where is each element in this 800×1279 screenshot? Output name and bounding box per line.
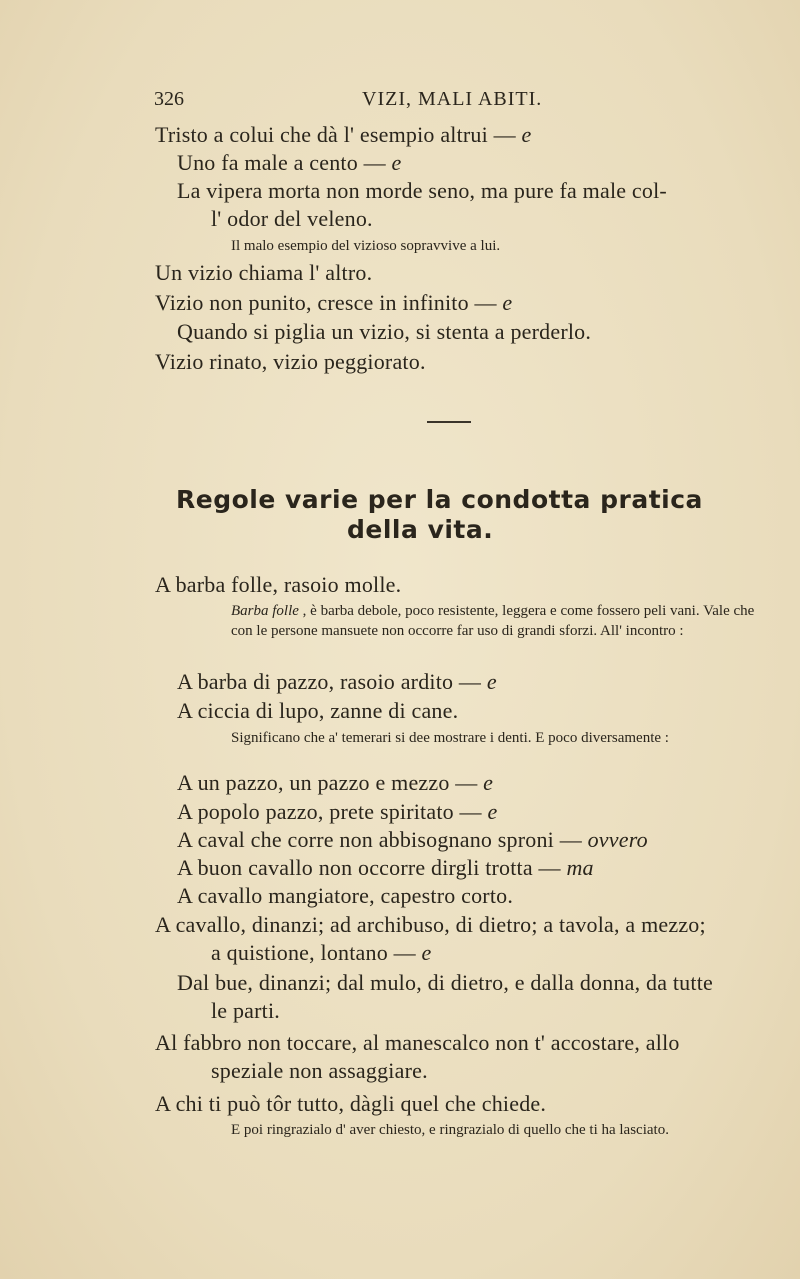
proverb-line-continued: a quistione, lontano — e (211, 940, 432, 965)
proverb-line: Vizio rinato, vizio peggiorato. (155, 349, 426, 374)
section-divider (427, 421, 471, 423)
commentary-note: Il malo esempio del vizioso sopravvive a lui. (231, 238, 501, 254)
proverb-line: Quando si piglia un vizio, si stenta a perderlo. (177, 319, 592, 344)
proverb-line: A un pazzo, un pazzo e mezzo — e (177, 770, 494, 795)
section-heading: Regole varie per la condotta pratica (176, 485, 703, 514)
proverb-line: A popolo pazzo, prete spiritato — e (177, 799, 498, 824)
proverb-line: Uno fa male a cento — e (177, 150, 402, 175)
proverb-line-continued: l' odor del veleno. (211, 206, 373, 231)
commentary-note: Significano che a' temerari si dee mostrare i denti. E poco diversamente : (231, 730, 669, 746)
section-heading-continued: della vita. (347, 515, 494, 544)
proverb-line: La vipera morta non morde seno, ma pure fa male col- (177, 178, 667, 203)
proverb-line: A chi ti può tôr tutto, dàgli quel che chiede. (155, 1091, 547, 1116)
proverb-line: A buon cavallo non occorre dirgli trotta — ma (177, 855, 594, 880)
proverb-line: A cavallo, dinanzi; ad archibuso, di dietro; a tavola, a mezzo; (155, 912, 706, 937)
commentary-note: E poi ringrazialo d' aver chiesto, e ringrazialo di quello che ti ha lasciato. (231, 1122, 669, 1138)
proverb-line: Un vizio chiama l' altro. (155, 260, 373, 285)
proverb-line: A barba di pazzo, rasoio ardito — e (177, 669, 497, 694)
running-title: VIZI, MALI ABITI. (362, 88, 543, 110)
proverb-line: A barba folle, rasoio molle. (155, 572, 402, 597)
proverb-line: Al fabbro non toccare, al manescalco non t' accostare, allo (155, 1030, 680, 1055)
commentary-note: Barba folle , è barba debole, poco resistente, leggera e come fossero peli vani. Vale che con le persone mansuete non occorre far uso di grandi sforzi. All' incontro : (231, 603, 755, 639)
proverb-line-continued: speziale non assaggiare. (211, 1058, 428, 1083)
proverb-line: A cavallo mangiatore, capestro corto. (177, 883, 514, 908)
proverb-line: A caval che corre non abbisognano sproni — ovvero (177, 827, 648, 852)
proverb-line-continued: le parti. (211, 998, 280, 1023)
proverb-line: Tristo a colui che dà l' esempio altrui — e (155, 122, 532, 147)
proverb-line: Dal bue, dinanzi; dal mulo, di dietro, e dalla donna, da tutte (177, 970, 713, 995)
proverb-line: Vizio non punito, cresce in infinito — e (155, 290, 513, 315)
page-number: 326 (154, 88, 184, 110)
proverb-line: A ciccia di lupo, zanne di cane. (177, 698, 459, 723)
